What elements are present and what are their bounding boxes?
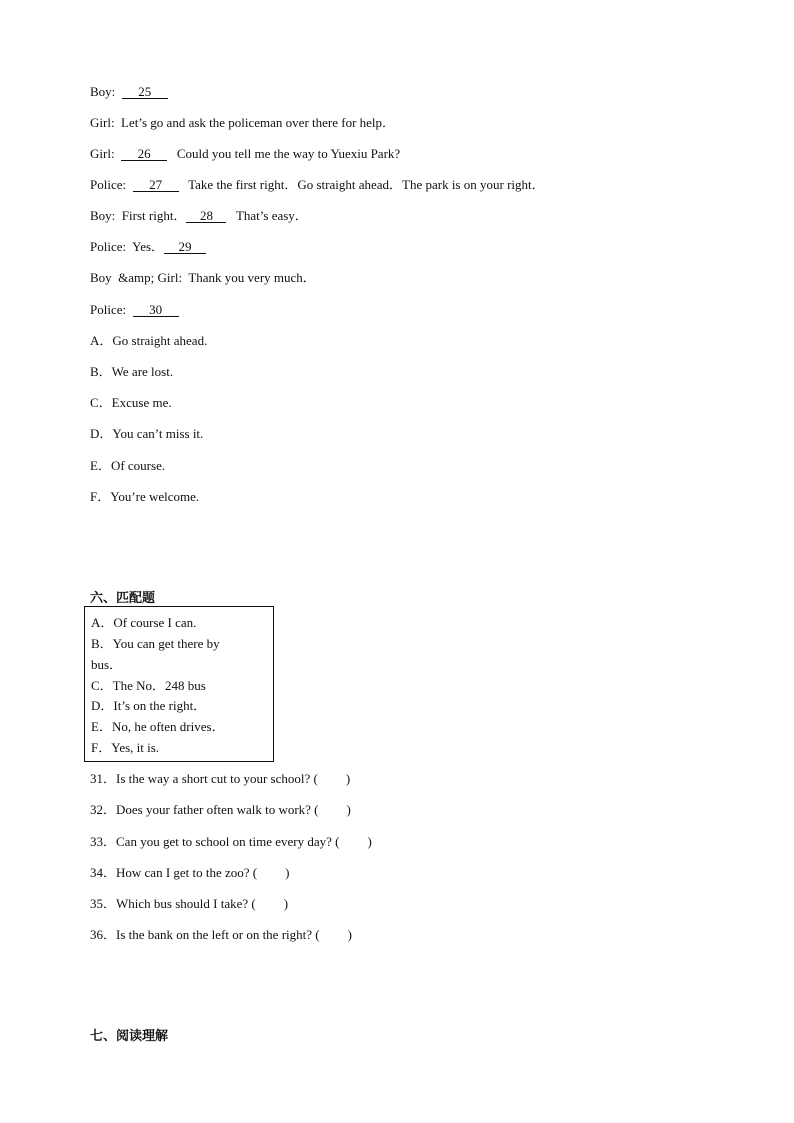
speaker-text: Girl: <box>90 146 122 161</box>
question-item <box>90 896 288 912</box>
close-paren: ) <box>283 896 289 911</box>
box-option: D．It’s on the right． <box>91 698 207 713</box>
speaker-text: Boy: First right． <box>90 208 187 223</box>
box-option: B．You can get there by <box>91 636 220 651</box>
dialogue-text: Take the first right．Go straight ahead．The park is on your right． <box>178 177 545 192</box>
question-item <box>90 927 352 943</box>
section-heading: 六、匹配题 <box>90 591 156 606</box>
box-option: A．Of course I can. <box>91 615 197 630</box>
question-text: 35．Which bus should I take? ( <box>90 896 256 911</box>
dialogue-line <box>90 177 545 193</box>
close-paren: ) <box>345 771 351 786</box>
option-item: A．Go straight ahead. <box>90 333 208 348</box>
answer-blank[interactable]: 28 <box>186 209 226 223</box>
option-item: C．Excuse me. <box>90 395 172 410</box>
box-option: F．Yes, it is. <box>91 740 160 755</box>
box-option: E．No, he often drives． <box>91 719 225 734</box>
close-paren: ) <box>285 865 290 880</box>
question-text: 31．Is the way a short cut to your school? ( <box>90 771 318 786</box>
question-item <box>90 802 351 818</box>
dialogue-line <box>90 239 206 255</box>
dialogue-line <box>90 84 168 100</box>
dialogue-text: Boy &amp; Girl: Thank you very much． <box>90 270 316 285</box>
question-text: 36．Is the bank on the left or on the right? ( <box>90 927 320 942</box>
question-item <box>90 865 289 881</box>
section-heading: 七、阅读理解 <box>90 1029 169 1044</box>
speaker-text: Police: <box>90 177 133 192</box>
close-paren: ) <box>367 834 372 849</box>
answer-blank[interactable]: 30 <box>133 303 179 317</box>
answer-blank[interactable]: 26 <box>121 147 167 161</box>
speaker-text: Police: <box>90 302 133 317</box>
question-text: 34．How can I get to the zoo? ( <box>90 865 258 880</box>
dialogue-text: Could you tell me the way to Yuexiu Park? <box>167 146 401 161</box>
option-item: B．We are lost. <box>90 364 174 379</box>
question-text: 33．Can you get to school on time every day? ( <box>90 834 340 849</box>
option-item: D．You can’t miss it. <box>90 426 204 441</box>
option-item: F．You’re welcome. <box>90 489 200 504</box>
box-option: bus． <box>91 657 123 672</box>
dialogue-line <box>90 302 179 318</box>
answer-blank[interactable]: 27 <box>133 178 179 192</box>
answer-blank[interactable]: 25 <box>122 85 168 99</box>
question-item <box>90 771 350 787</box>
matching-options-box <box>84 606 274 762</box>
answer-blank[interactable]: 29 <box>164 240 206 254</box>
dialogue-text: Girl: Let’s go and ask the policeman over there for help． <box>90 115 396 130</box>
dialogue-line <box>90 208 308 224</box>
question-item <box>90 834 372 850</box>
option-item: E．Of course. <box>90 458 166 473</box>
dialogue-text: That’s easy． <box>226 208 308 223</box>
close-paren: ) <box>346 802 351 817</box>
box-option: C．The No．248 bus <box>91 678 206 693</box>
speaker-text: Boy: <box>90 84 122 99</box>
dialogue-line <box>90 115 395 131</box>
dialogue-line <box>90 270 316 286</box>
dialogue-line <box>90 146 400 162</box>
speaker-text: Police: Yes． <box>90 239 165 254</box>
close-paren: ) <box>347 927 352 942</box>
question-text: 32．Does your father often walk to work? ( <box>90 802 319 817</box>
